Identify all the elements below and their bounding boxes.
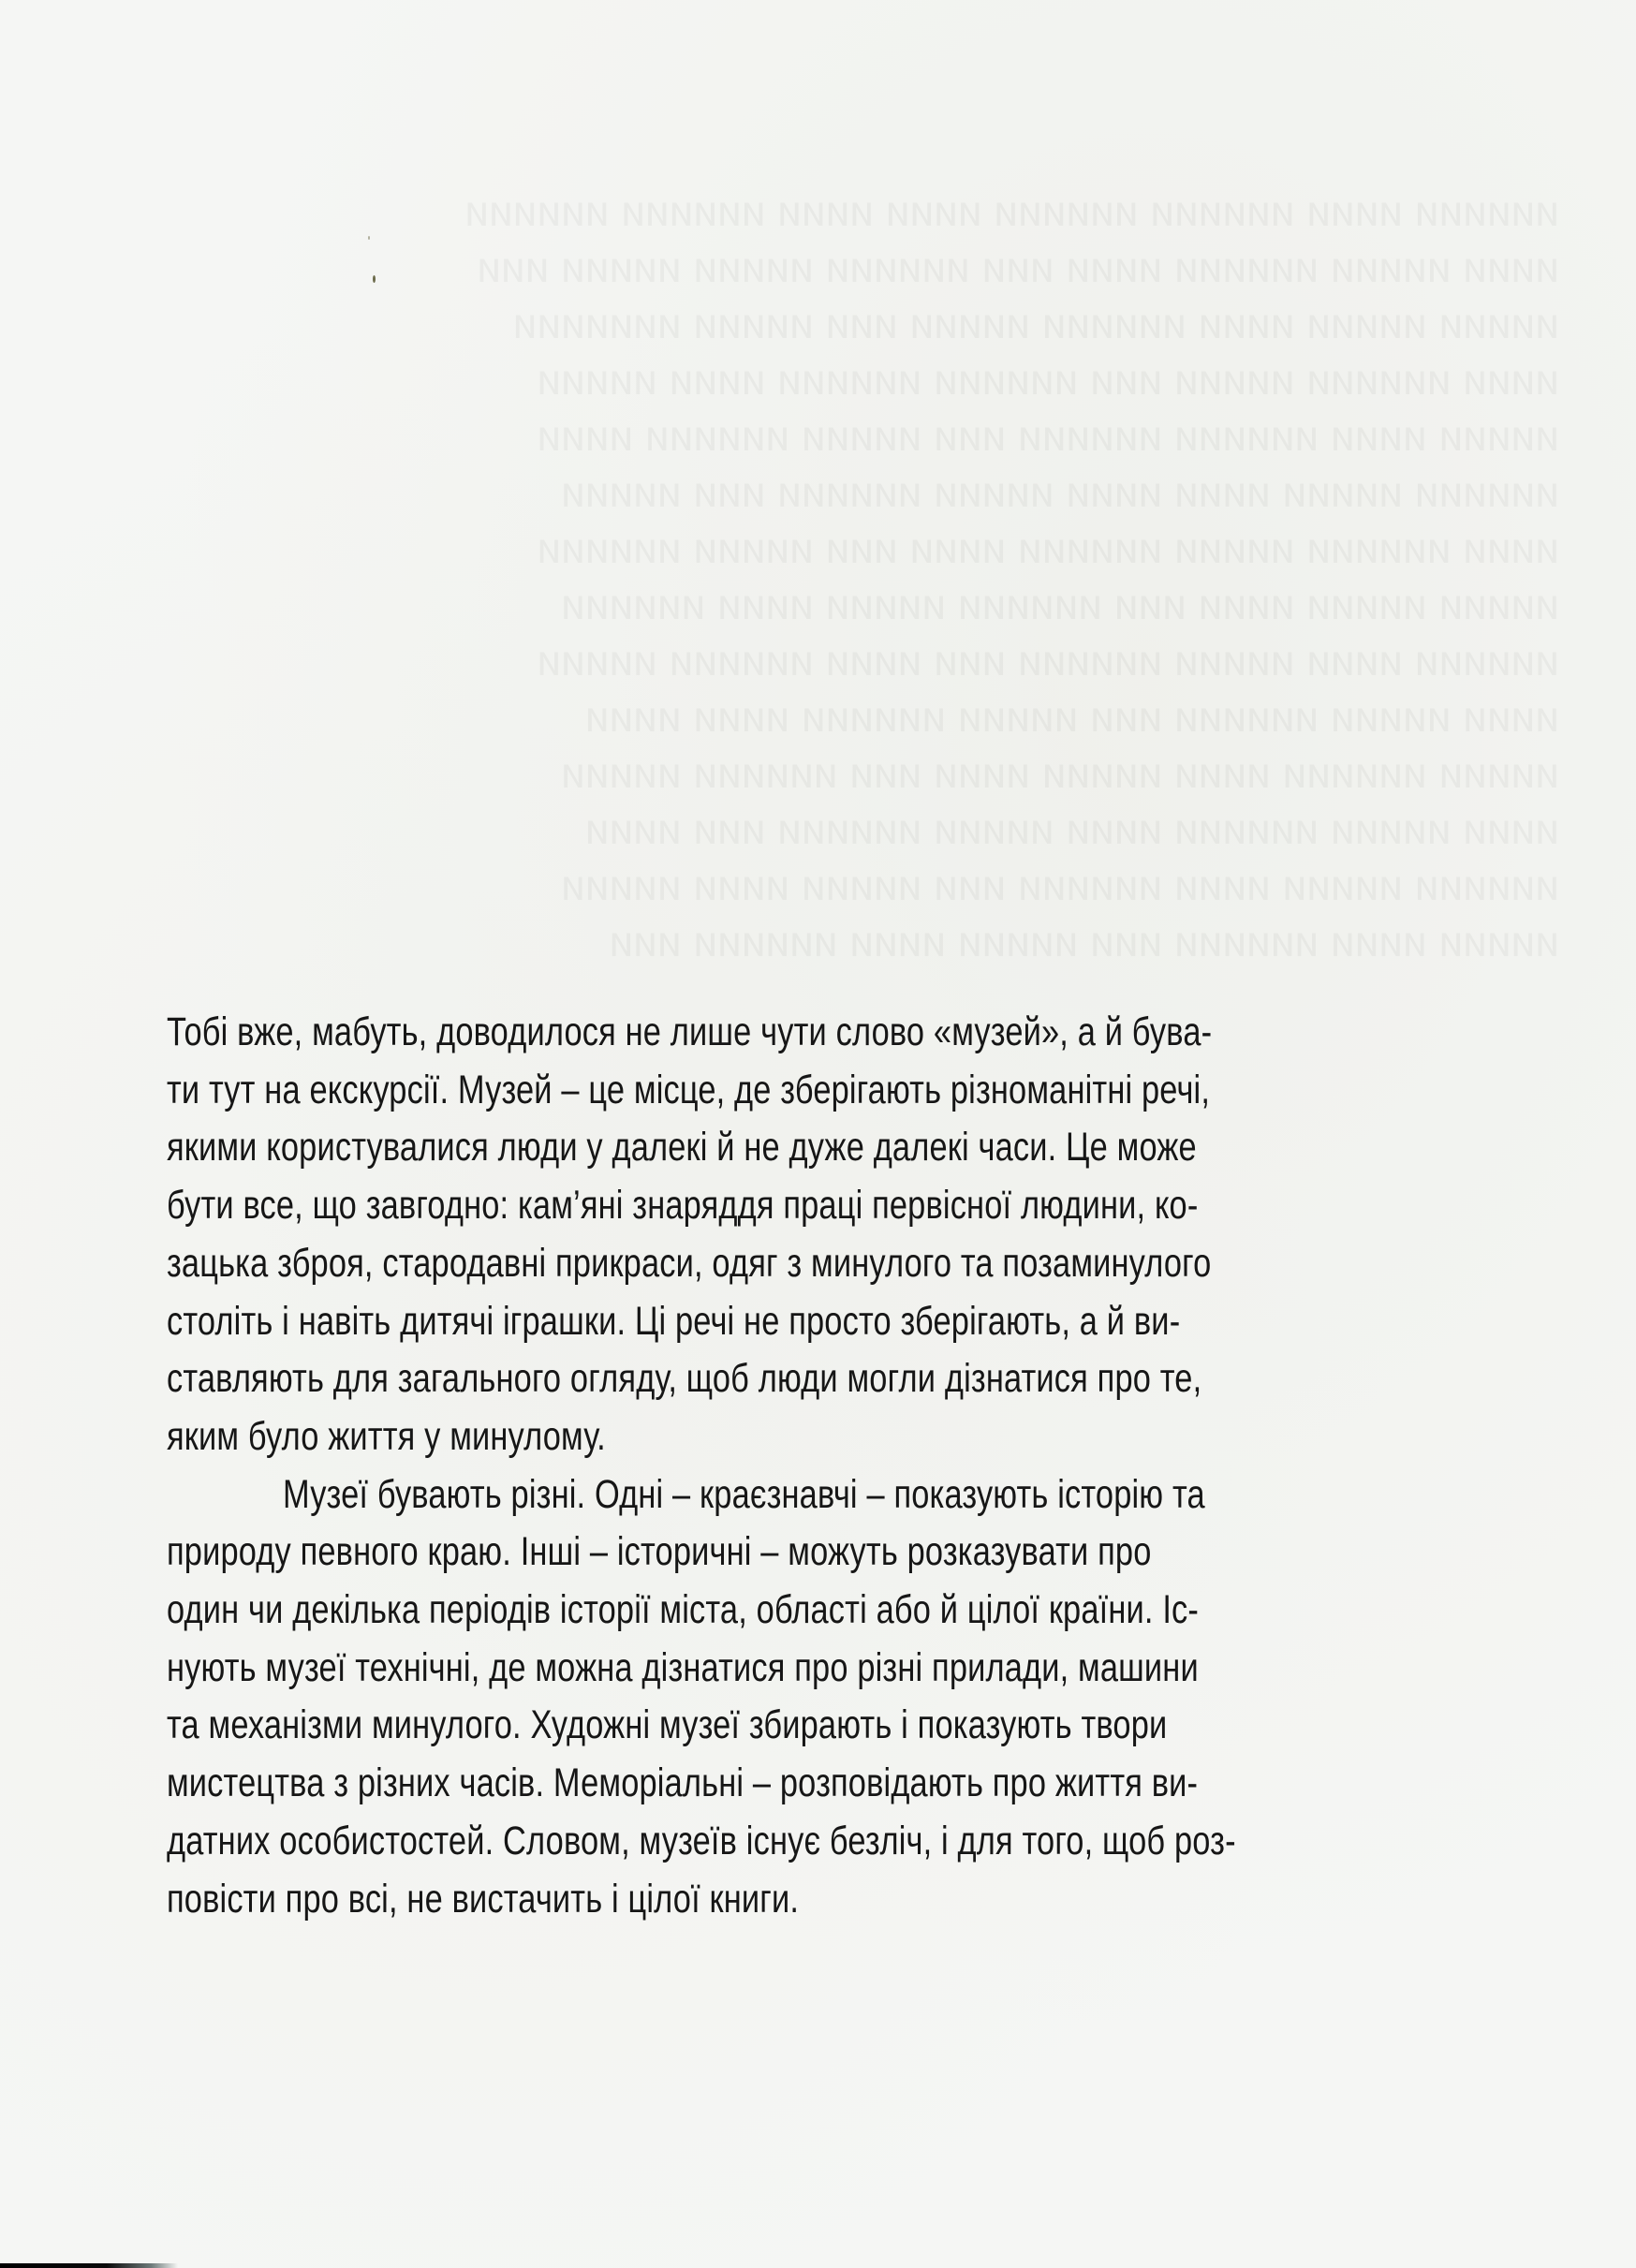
text-line: нують музеї технічні, де можна дізнатися про різні прилади, машини <box>167 1644 1199 1690</box>
scan-edge-shadow <box>0 2263 178 2268</box>
text-line: датних особистостей. Словом, музеїв існує безліч, і для того, щоб роз- <box>167 1818 1236 1863</box>
dust-speck <box>373 275 376 283</box>
text-line: якими користувалися люди у далекі й не дуже далекі часи. Це може <box>167 1125 1197 1171</box>
text-line: Тобі вже, мабуть, доводилося не лише чути слово «музей», а й бува- <box>167 1009 1213 1054</box>
text-line: яким було життя у минулому. <box>167 1413 606 1459</box>
verso-bleed-through <box>164 183 1559 1007</box>
text-line: природу певного краю. Інші – історичні – можуть розказувати про <box>167 1529 1152 1575</box>
text-line: один чи декілька періодів історії міста, області або й цілої країни. Іс- <box>167 1587 1200 1633</box>
dust-speck <box>368 236 370 240</box>
text-line: Музеї бувають різні. Одні – краєзнавчі – показують історію та <box>283 1471 1205 1517</box>
body-text <box>167 1004 1562 1928</box>
text-line: мистецтва з різних часів. Меморіальні – розповідають про життя ви- <box>167 1760 1199 1806</box>
paragraph-intro <box>167 1004 1562 1466</box>
text-line: століть і навіть дитячі іграшки. Ці речі не просто зберігають, а й ви- <box>167 1298 1181 1344</box>
text-line: зацька зброя, стародавні прикраси, одяг з минулого та позаминулого <box>167 1240 1212 1286</box>
text-line: повісти про всі, не вистачить і цілої книги. <box>167 1876 800 1922</box>
text-line: ти тут на екскурсії. Музей – це місце, де зберігають різноманітні речі, <box>167 1067 1211 1112</box>
text-line: бути все, що завгодно: кам’яні знаряддя праці первісної людини, ко- <box>167 1183 1199 1229</box>
paragraph-museum-types <box>167 1466 1562 1929</box>
text-line: ставляють для загального огляду, щоб люди могли дізнатися про те, <box>167 1356 1202 1402</box>
text-line: та механізми минулого. Художні музеї збирають і показують твори <box>167 1702 1168 1748</box>
